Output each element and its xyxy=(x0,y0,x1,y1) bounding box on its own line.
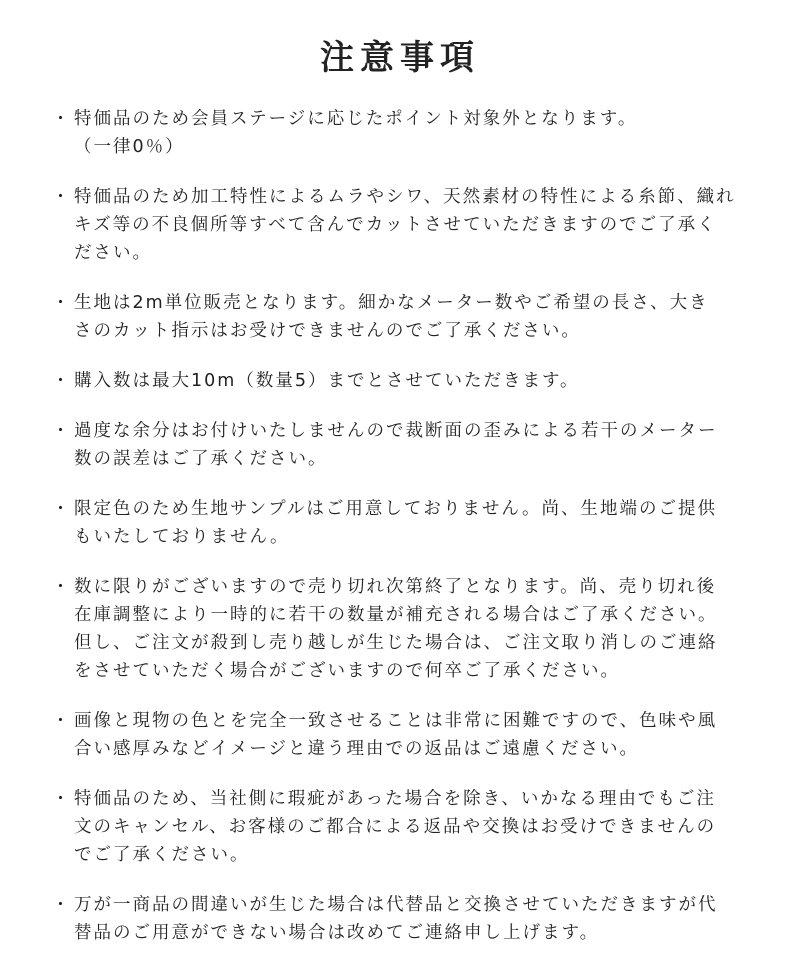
note-text: 特価品のため、当社側に瑕疵があった場合を除き、いかなる理由でもご注 文のキャンセル、お客様のご都合による返品や交換はお受けできませんの でご了承ください。 xyxy=(74,789,717,865)
list-item xyxy=(0,105,800,161)
list-item xyxy=(0,417,800,473)
bullet-icon: ・ xyxy=(52,371,71,391)
note-text: 限定色のため生地サンプルはご用意しておりません。尚、生地端のご提供 もいたしておりません。 xyxy=(74,499,717,547)
notes-list xyxy=(0,105,800,969)
list-item xyxy=(0,495,800,551)
page-title: 注意事項 xyxy=(320,38,480,78)
list-item xyxy=(0,183,800,267)
list-item xyxy=(0,891,800,947)
bullet-icon: ・ xyxy=(52,789,71,809)
list-item xyxy=(0,289,800,345)
bullet-icon: ・ xyxy=(52,499,71,519)
list-item xyxy=(0,367,800,395)
note-text: 過度な余分はお付けいたしませんので裁断面の歪みによる若干のメーター 数の誤差はご了承ください。 xyxy=(74,421,718,469)
bullet-icon: ・ xyxy=(52,895,71,915)
list-item xyxy=(0,707,800,763)
bullet-icon: ・ xyxy=(52,421,71,441)
note-text: 万が一商品の間違いが生じた場合は代替品と交換させていただきますが代 替品のご用意ができない場合は改めてご連絡申し上げます。 xyxy=(74,895,718,943)
bullet-icon: ・ xyxy=(52,109,71,129)
note-text: 特価品のため会員ステージに応じたポイント対象外となります。 （一律0％） xyxy=(74,109,638,157)
bullet-icon: ・ xyxy=(52,577,71,597)
note-text: 生地は2m単位販売となります。細かなメーター数やご希望の長さ、大き さのカット指示はお受けできませんのでご了承ください。 xyxy=(74,293,709,341)
bullet-icon: ・ xyxy=(52,711,71,731)
note-text: 購入数は最大10m（数量5）までとさせていただきます。 xyxy=(74,371,580,391)
bullet-icon: ・ xyxy=(52,293,71,313)
bullet-icon: ・ xyxy=(52,187,71,207)
list-item xyxy=(0,573,800,685)
list-item xyxy=(0,785,800,869)
note-text: 特価品のため加工特性によるムラやシワ、天然素材の特性による糸節、織れ キズ等の不良個所等すべて含んでカットさせていただきますのでご了承く ださい。 xyxy=(74,187,736,263)
note-text: 数に限りがございますので売り切れ次第終了となります。尚、売り切れ後 在庫調整により一時的に若干の数量が補充される場合はご了承ください。 但し、ご注文が殺到し売り越しが生じた場合は、ご注文取り消しのご連絡 をさせていただく場合がございますので何卒ご了承ください。 xyxy=(74,577,718,681)
note-text: 画像と現物の色とを完全一致させることは非常に困難ですので、色味や風 合い感厚みなどイメージと違う理由での返品はご遠慮ください。 xyxy=(74,711,718,759)
